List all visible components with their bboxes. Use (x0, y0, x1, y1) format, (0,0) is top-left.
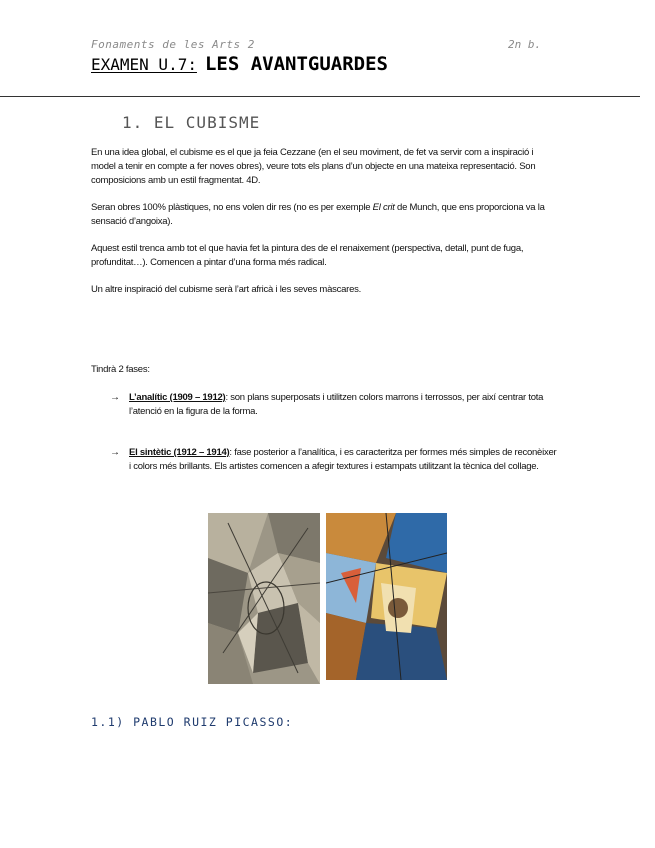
subsection-heading: 1.1) PABLO RUIZ PICASSO: (91, 715, 294, 729)
phase-name: L’analític (1909 – 1912) (129, 392, 226, 403)
header-divider (0, 96, 640, 97)
arrow-icon: → (110, 447, 120, 458)
class-group: 2n b. (508, 38, 542, 51)
exam-title: LES AVANTGUARDES (204, 53, 388, 75)
page-title (91, 53, 388, 75)
exam-unit-label: EXAMEN U.7: (91, 55, 197, 74)
phase-description: : son plans superposats i utilitzen colors marrons i terrossos, per així centrar tota l’atenció en la figura de la forma. (129, 392, 544, 417)
arrow-icon: → (110, 392, 120, 403)
phase-description: : fase posterior a l’analítica, i es caracteritza per formes més simples de reconèixer i colors més brillants. Els artistes comencen a afegir textures i estampats utilitzant la tècnica del collage. (129, 447, 557, 472)
paragraph-renaissance: Aquest estil trenca amb tot el que havia fet la pintura des de el renaixement (perspectiva, detall, punt de fuga, profunditat…). Comencen a pintar d’una forma més radical. (91, 243, 524, 268)
analytic-cubism-painting (208, 513, 320, 684)
phase-analytic (110, 391, 560, 419)
course-name: Fonaments de les Arts 2 (91, 38, 255, 51)
paragraph-intro: En una idea global, el cubisme es el que ja feia Cezzane (en el seu moviment, de fet va servir com a inspiració i model a tenir en compte a fer noves obres), veure tots els plans d’un objecte en una mateixa representació. Son composicions amb un estil fragmentat. 4D. (91, 147, 536, 186)
paragraph-plastic: Seran obres 100% plàstiques, no ens volen dir res (no es per exemple El crit de Munch, que ens proporciona va la sensació d’angoixa). (91, 202, 545, 227)
phases-intro: Tindrà 2 fases: (91, 364, 150, 375)
section-heading: 1. EL CUBISME (122, 113, 261, 132)
phase-name: El sintètic (1912 – 1914) (129, 447, 230, 458)
synthetic-cubism-painting (326, 513, 447, 680)
paragraph-african-art: Un altre inspiració del cubisme serà l’art africà i les seves màscares. (91, 284, 361, 295)
phase-synthetic (110, 446, 560, 474)
